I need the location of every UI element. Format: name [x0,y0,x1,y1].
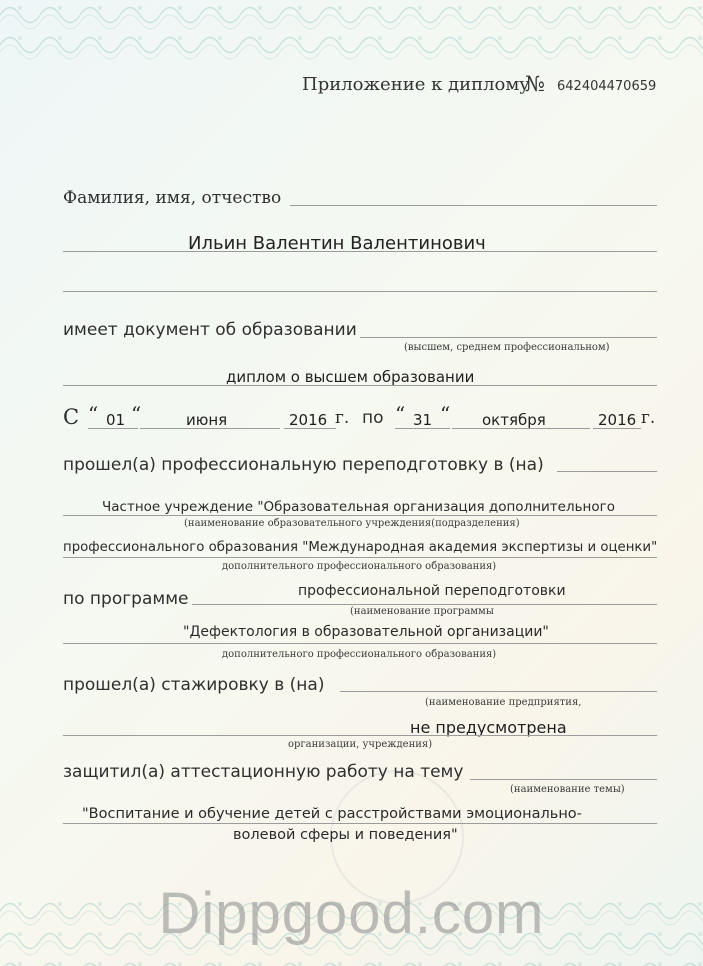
internship-line-1 [340,691,657,692]
program-hint: (наименование программы [350,606,494,617]
fio-label: Фамилия, имя, отчество [63,188,282,208]
to-year-line [593,428,641,429]
period-to-year: 2016 [598,411,637,429]
quote-open-1: “ [88,402,99,426]
program-line-1 [192,604,657,605]
retraining-line-3 [63,557,657,558]
internship-hint: (наименование предприятия, [425,697,582,708]
program-name: "Дефектология в образовательной организации" [183,624,549,640]
from-year-line [284,428,336,429]
appendix-label: Приложение к дипломy [302,74,530,95]
education-hint: (высшем, среднем профессиональном) [404,342,610,353]
program-label: по программе [63,589,189,609]
thesis-title-line-2: волевой сферы и поведения" [233,827,458,843]
number-sign: № [525,72,545,96]
program-line-2 [63,643,657,644]
internship-line-2 [63,735,657,736]
to-day-line [395,428,450,429]
year-suffix-1: г. [335,408,350,428]
education-label: имеет документ об образовании [63,320,357,340]
period-from-prefix: С [63,405,80,429]
education-line-2 [63,385,657,386]
from-month-line [140,428,280,429]
site-watermark: Dippgood.com [158,881,545,946]
education-line-1 [360,337,657,338]
to-month-line [452,428,590,429]
period-from-month: июня [186,411,228,429]
period-to-month: октября [482,411,546,429]
period-from-day: 01 [106,411,126,429]
retraining-label: прошел(а) профессиональную переподготовку в (на) [63,455,544,475]
fio-value: Ильин Валентин Валентинович [188,233,486,254]
from-day-line [88,428,138,429]
thesis-title-line-1: "Воспитание и обучение детей с расстройствами эмоционально- [82,806,582,822]
fio-line-2 [63,251,657,252]
thesis-line-2 [63,823,657,824]
retraining-institution-2: профессионального образования "Международная академия экспертизы и оценки" [63,540,658,555]
period-to-day: 31 [413,411,433,429]
retraining-line-1 [557,471,657,472]
quote-close-1: “ [131,402,142,426]
retraining-hint-2: дополнительного профессионального образования) [222,561,497,572]
diploma-number: 642404470659 [557,79,657,94]
program-hint-2: дополнительного профессионального образования) [222,649,497,660]
education-value: диплом о высшем образовании [226,368,475,386]
retraining-institution-1: Частное учреждение "Образовательная организация дополнительного [102,499,615,515]
period-from-year: 2016 [289,411,328,429]
quote-close-2: “ [440,402,451,426]
fio-line-3 [63,291,657,292]
internship-hint-2: организации, учреждения) [288,739,433,750]
quote-open-2: “ [395,402,406,426]
retraining-hint-1: (наименование образовательного учреждения(подразделения) [184,518,520,529]
thesis-label: защитил(а) аттестационную работу на тему [63,762,464,782]
retraining-line-2 [63,515,657,516]
program-value: профессиональной переподготовки [298,583,566,599]
thesis-hint: (наименование темы) [510,784,625,795]
year-suffix-2: г. [641,408,656,428]
top-ornament [0,0,703,62]
internship-value: не предусмотрена [410,718,567,737]
thesis-line-1 [470,779,657,780]
internship-label: прошел(а) стажировку в (на) [63,675,325,695]
period-to-prefix: по [362,408,384,428]
fio-line-1 [290,205,657,206]
